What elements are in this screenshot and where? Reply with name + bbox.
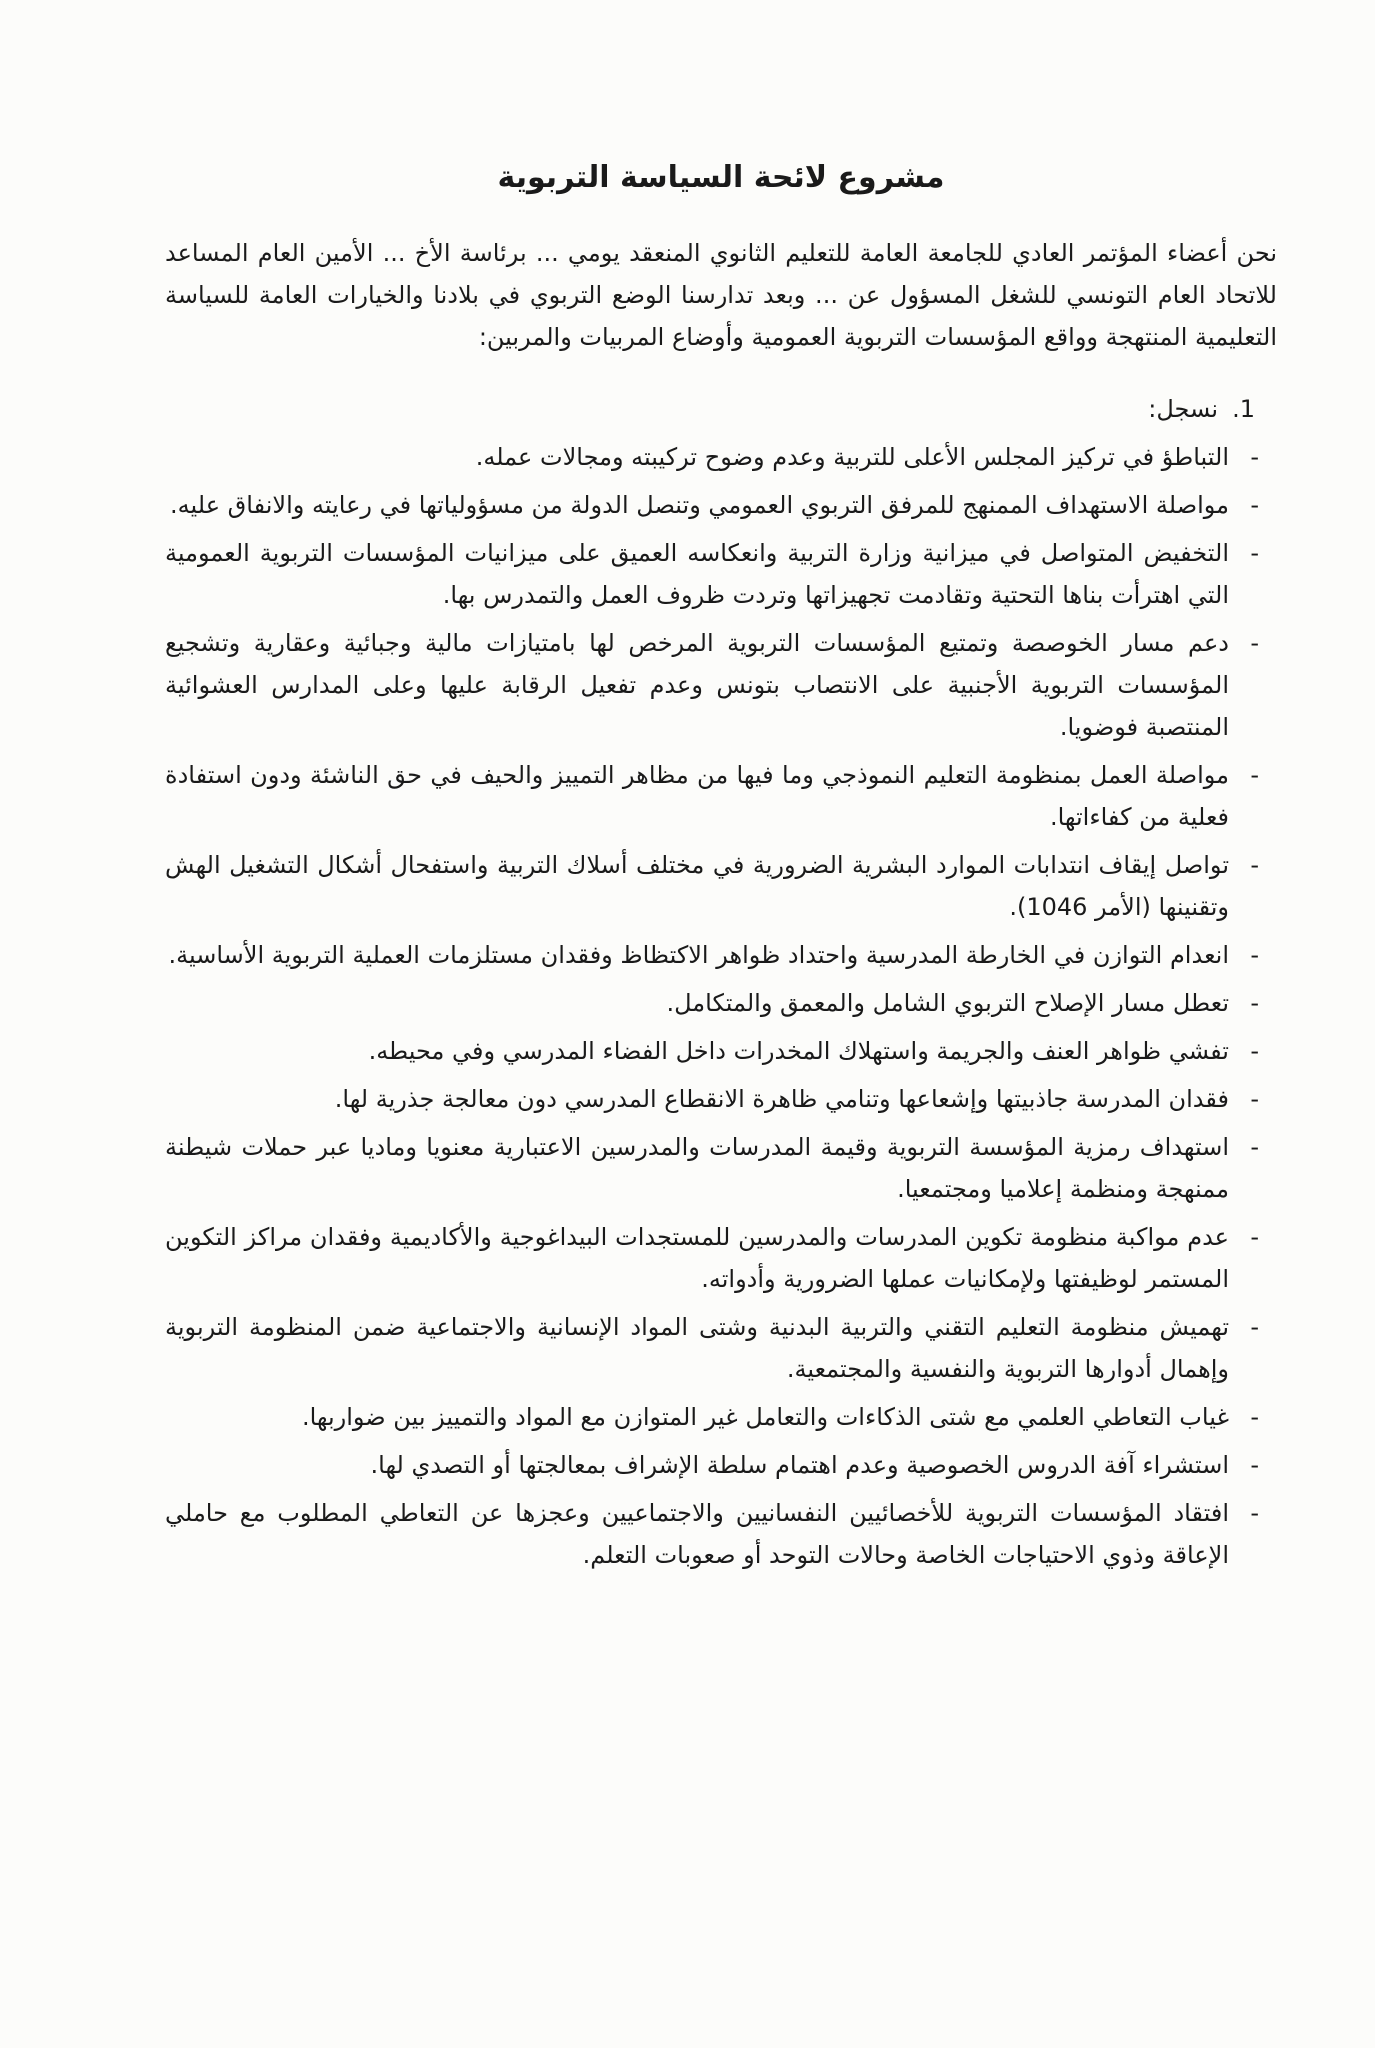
list-item-text: غياب التعاطي العلمي مع شتى الذكاءات والتعامل غير المتوازن مع المواد والتمييز بين ضواربها. (301, 1403, 1229, 1431)
list-item-text: مواصلة العمل بمنظومة التعليم النموذجي وما فيها من مظاهر التمييز والحيف في حق الناشئة ودون استفادة فعلية من كفاءاتها. (165, 761, 1229, 831)
bullet-dash: - (1250, 539, 1259, 567)
list-item (165, 1030, 1277, 1072)
bullet-dash: - (1250, 629, 1259, 657)
list-item (165, 934, 1277, 976)
bullet-dash: - (1250, 491, 1259, 519)
intro-paragraph: نحن أعضاء المؤتمر العادي للجامعة العامة للتعليم الثانوي المنعقد يومي ... برئاسة الأخ ... الأمين العام المساعد للاتحاد العام التونسي للشغل المسؤول عن ... وبعد تدارسنا الوضع التربوي في بلادنا والخيارات العامة للسياسة التعليمية المنتهجة وواقع المؤسسات التربوية العمومية وأوضاع المربيات والمربين: (165, 239, 1277, 351)
bullet-dash: - (1250, 851, 1259, 879)
list-item (165, 1078, 1277, 1120)
list-item-text: تواصل إيقاف انتدابات الموارد البشرية الضرورية في مختلف أسلاك التربية واستفحال أشكال التشغيل الهش وتقنينها (الأمر 1046). (165, 851, 1229, 921)
bullet-dash: - (1250, 1403, 1259, 1431)
list-item-text: تعطل مسار الإصلاح التربوي الشامل والمعمق والمتكامل. (666, 989, 1229, 1017)
list-item-text: فقدان المدرسة جاذبيتها وإشعاعها وتنامي ظاهرة الانقطاع المدرسي دون معالجة جذرية لها. (334, 1085, 1229, 1113)
section-number: 1. (1232, 395, 1255, 423)
bullet-dash: - (1250, 1133, 1259, 1161)
bullet-dash: - (1250, 1223, 1259, 1251)
list-item-text: عدم مواكبة منظومة تكوين المدرسات والمدرسين للمستجدات البيداغوجية والأكاديمية وفقدان مراكز التكوين المستمر لوظيفتها ولإمكانيات عملها الضرورية وأدواته. (165, 1223, 1229, 1293)
list-item-text: التباطؤ في تركيز المجلس الأعلى للتربية وعدم وضوح تركيبته ومجالات عمله. (475, 443, 1229, 471)
list-item-text: تهميش منظومة التعليم التقني والتربية البدنية وشتى المواد الإنسانية والاجتماعية ضمن المنظومة التربوية وإهمال أدوارها التربوية والنفسية والمجتمعية. (165, 1313, 1229, 1383)
list-item (165, 484, 1277, 526)
bullet-dash: - (1250, 1313, 1259, 1341)
list-item-text: استهداف رمزية المؤسسة التربوية وقيمة المدرسات والمدرسين الاعتبارية معنويا وماديا عبر حملات شيطنة ممنهجة ومنظمة إعلاميا ومجتمعيا. (165, 1133, 1229, 1203)
list-item (165, 1216, 1277, 1300)
list-item (165, 1396, 1277, 1438)
list-item (165, 1306, 1277, 1390)
bullet-dash: - (1250, 1499, 1259, 1527)
list-item-text: مواصلة الاستهداف الممنهج للمرفق التربوي العمومي وتنصل الدولة من مسؤولياتها في رعايته والانفاق عليه. (170, 491, 1229, 519)
section-heading (165, 388, 1277, 430)
bullet-dash: - (1250, 1451, 1259, 1479)
list-item (165, 1492, 1277, 1576)
list-item-text: استشراء آفة الدروس الخصوصية وعدم اهتمام سلطة الإشراف بمعالجتها أو التصدي لها. (370, 1451, 1229, 1479)
list-item-text: انعدام التوازن في الخارطة المدرسية واحتداد ظواهر الاكتظاظ وفقدان مستلزمات العملية التربوية الأساسية. (168, 941, 1229, 969)
list-item-text: دعم مسار الخوصصة وتمتيع المؤسسات التربوية المرخص لها بامتيازات مالية وجبائية وعقارية وتشجيع المؤسسات التربوية الأجنبية على الانتصاب بتونس وعدم تفعيل الرقابة عليها وعلى المدارس العشوائية المنتصبة فوضويا. (165, 629, 1229, 741)
list-item-text: افتقاد المؤسسات التربوية للأخصائيين النفسانيين والاجتماعيين وعجزها عن التعاطي المطلوب مع حاملي الإعاقة وذوي الاحتياجات الخاصة وحالات التوحد أو صعوبات التعلم. (165, 1499, 1229, 1569)
list-item (165, 754, 1277, 838)
observations-list (165, 436, 1277, 1576)
bullet-dash: - (1250, 989, 1259, 1017)
bullet-dash: - (1250, 1085, 1259, 1113)
list-item-text: التخفيض المتواصل في ميزانية وزارة التربية وانعكاسه العميق على ميزانيات المؤسسات التربوية العمومية التي اهترأت بناها التحتية وتقادمت تجهيزاتها وتردت ظروف العمل والتمدرس بها. (165, 539, 1229, 609)
bullet-dash: - (1250, 1037, 1259, 1065)
list-item (165, 982, 1277, 1024)
list-item (165, 436, 1277, 478)
document-content (165, 158, 1277, 1582)
list-item (165, 622, 1277, 748)
list-item (165, 532, 1277, 616)
list-item (165, 844, 1277, 928)
list-item (165, 1126, 1277, 1210)
section-label: نسجل: (1148, 395, 1219, 423)
document-title: مشروع لائحة السياسة التربوية (497, 160, 945, 195)
list-item (165, 1444, 1277, 1486)
bullet-dash: - (1250, 761, 1259, 789)
bullet-dash: - (1250, 941, 1259, 969)
list-item-text: تفشي ظواهر العنف والجريمة واستهلاك المخدرات داخل الفضاء المدرسي وفي محيطه. (368, 1037, 1229, 1065)
bullet-dash: - (1250, 443, 1259, 471)
